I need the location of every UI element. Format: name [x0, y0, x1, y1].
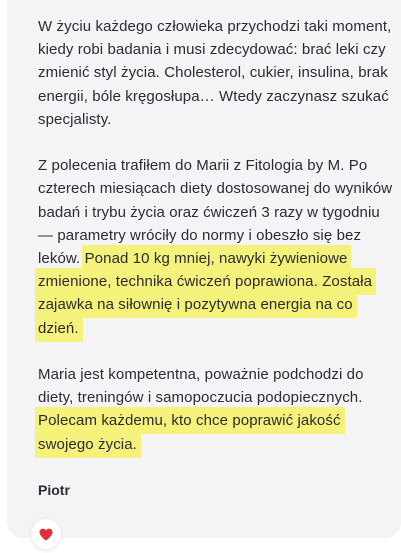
review-paragraph-3 [38, 363, 398, 456]
review-paragraph-2 [38, 154, 398, 340]
review-paragraph-2-text: Z polecenia trafiłem do Marii z Fitologia by M. Po czterech miesiącach diety dostosowanej do wyników badań i trybu życia oraz ćwiczeń 3 razy w tygodniu — parametry wróciły do normy i obeszło się bez leków. [38, 157, 393, 268]
review-author: Piotr [38, 482, 70, 498]
review-paragraph-3-text: Maria jest kompetentna, poważnie podchodzi do diety, treningów i samopoczucia podopiecznych. [38, 366, 364, 407]
review-card [7, 0, 401, 538]
review-text [38, 15, 398, 479]
heart-icon [39, 528, 53, 541]
highlighted-text: Polecam każdemu, kto chce poprawić jakość swojego życia. [35, 407, 345, 457]
review-paragraph-1: W życiu każdego człowieka przychodzi taki moment, kiedy robi badania i musi zdecydować: brać leki czy zmienić styl życia. Cholesterol, cukier, insulina, brak energii, bóle kręgosłupa… Wtedy zaczynasz szukać specjalisty. [38, 18, 392, 128]
heart-reaction-button[interactable] [31, 519, 61, 549]
highlighted-text: Ponad 10 kg mniej, nawyki żywieniowe zmienione, technika ćwiczeń poprawiona. Została zajawka na siłownię i pozytywna energia na co dzień. [35, 245, 376, 342]
